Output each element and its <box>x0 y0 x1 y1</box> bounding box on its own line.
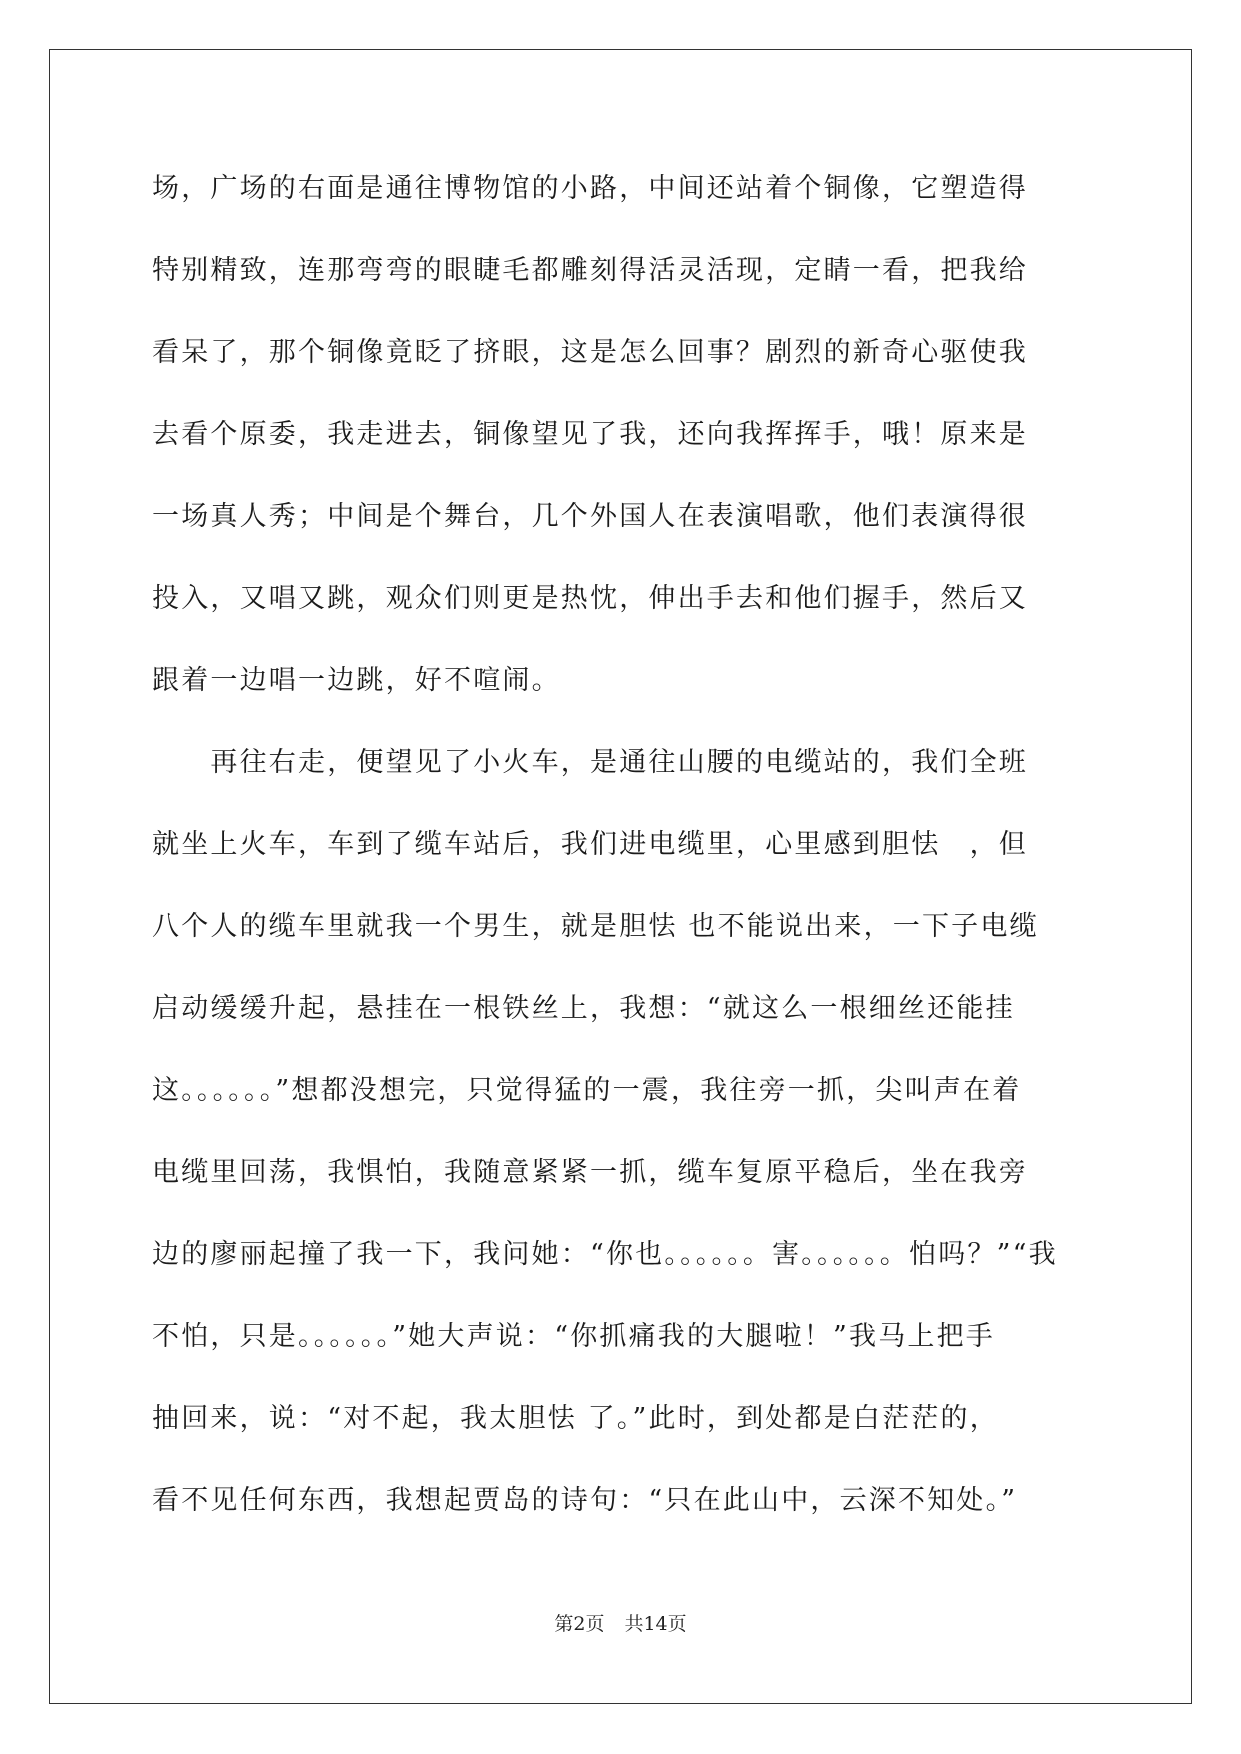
text-line: 电缆里回荡，我惧怕，我随意紧紧一抓，缆车复原平稳后，坐在我旁 <box>152 1157 1028 1188</box>
text-line: 去看个原委，我走进去，铜像望见了我，还向我挥挥手，哦！原来是 <box>152 419 1028 450</box>
text-line: 不怕，只是。。。。。。”她大声说：“你抓痛我的大腿啦！”我马上把手 <box>152 1321 996 1352</box>
text-line: 八个人的缆车里就我一个男生，就是胆怯 也不能说出来，一下子电缆 <box>152 911 1039 942</box>
page-footer <box>0 1612 1241 1636</box>
text-line: 跟着一边唱一边跳，好不喧闹。 <box>152 665 561 696</box>
text-line: 特别精致，连那弯弯的眼睫毛都雕刻得活灵活现，定睛一看，把我给 <box>152 255 1028 286</box>
text-line: 启动缓缓升起，悬挂在一根铁丝上，我想：“就这么一根细丝还能挂 <box>152 993 1015 1024</box>
text-line: 就坐上火车，车到了缆车站后，我们进电缆里，心里感到胆怯 ，但 <box>152 829 1028 860</box>
page-border <box>49 49 1192 1704</box>
page-number: 第2页 <box>554 1613 605 1635</box>
text-line: 一场真人秀；中间是个舞台，几个外国人在表演唱歌，他们表演得很 <box>152 501 1028 532</box>
text-line: 看呆了，那个铜像竟眨了挤眼，这是怎么回事？剧烈的新奇心驱使我 <box>152 337 1028 368</box>
text-line: 投入，又唱又跳，观众们则更是热忱，伸出手去和他们握手，然后又 <box>152 583 1028 614</box>
text-line: 看不见任何东西，我想起贾岛的诗句：“只在此山中，云深不知处。” <box>152 1485 1018 1516</box>
page-total: 共14页 <box>624 1613 687 1635</box>
text-line: 边的廖丽起撞了我一下，我问她：“你也。。。。。。害。。。。。。怕吗？”“我 <box>152 1239 1058 1270</box>
text-line: 再往右走，便望见了小火车，是通往山腰的电缆站的，我们全班 <box>152 747 1028 778</box>
text-line: 这。。。。。。”想都没想完，只觉得猛的一震，我往旁一抓，尖叫声在着 <box>152 1075 1022 1106</box>
text-line: 场，广场的右面是通往博物馆的小路，中间还站着个铜像，它塑造得 <box>152 173 1028 204</box>
text-line: 抽回来，说：“对不起，我太胆怯 了。”此时，到处都是白茫茫的， <box>152 1403 999 1434</box>
